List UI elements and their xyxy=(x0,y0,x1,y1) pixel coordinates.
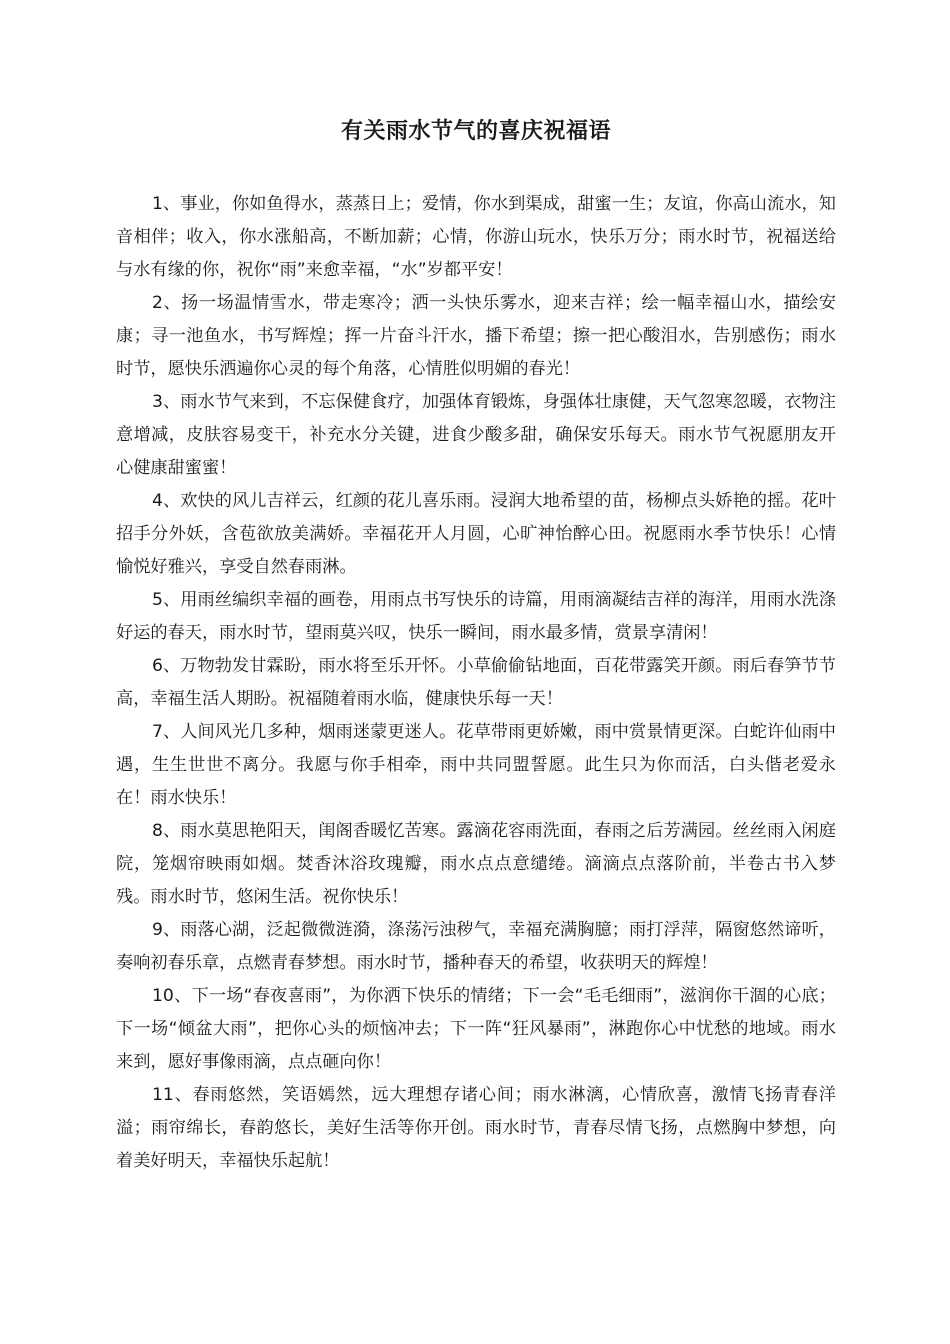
paragraph-8: 8、雨水莫思艳阳天，闺阁香暖忆苦寒。露滴花容雨洗面，春雨之后芳满园。丝丝雨入闲庭院，笼烟帘映雨如烟。焚香沐浴玫瑰瓣，雨水点点意缱绻。滴滴点点落阶前，半卷古书入梦残。雨水时节，悠闲生活。祝你快乐！ xyxy=(116,821,836,907)
paragraph-4: 4、欢快的风儿吉祥云，红颜的花儿喜乐雨。浸润大地希望的苗，杨柳点头娇艳的摇。花叶招手分外妖，含苞欲放美满娇。幸福花开人月圆，心旷神怡醉心田。祝愿雨水季节快乐！心情愉悦好雅兴，享受自然春雨淋。 xyxy=(116,491,836,577)
paragraph-10: 10、下一场“春夜喜雨”，为你洒下快乐的情绪；下一会“毛毛细雨”，滋润你干涸的心底；下一场“倾盆大雨”，把你心头的烦恼冲去；下一阵“狂风暴雨”，淋跑你心中忧愁的地域。雨水来到，愿好事像雨滴，点点砸向你！ xyxy=(116,986,836,1072)
paragraph-5: 5、用雨丝编织幸福的画卷，用雨点书写快乐的诗篇，用雨滴凝结吉祥的海洋，用雨水洗涤好运的春天，雨水时节，望雨莫兴叹，快乐一瞬间，雨水最多情，赏景享清闲！ xyxy=(116,590,836,643)
paragraph-7: 7、人间风光几多种，烟雨迷蒙更迷人。花草带雨更娇嫩，雨中赏景情更深。白蛇许仙雨中遇，生生世世不离分。我愿与你手相牵，雨中共同盟誓愿。此生只为你而活，白头偕老爱永在！雨水快乐！ xyxy=(116,722,836,808)
paragraph-11: 11、春雨悠然，笑语嫣然，远大理想存诸心间；雨水淋漓，心情欣喜，激情飞扬青春洋溢；雨帘绵长，春韵悠长，美好生活等你开创。雨水时节，青春尽情飞扬，点燃胸中梦想，向着美好明天，幸福快乐起航！ xyxy=(116,1085,836,1171)
paragraph-3: 3、雨水节气来到，不忘保健食疗，加强体育锻炼，身强体壮康健，天气忽寒忽暖，衣物注意增减，皮肤容易变干，补充水分关键，进食少酸多甜，确保安乐每天。雨水节气祝愿朋友开心健康甜蜜蜜！ xyxy=(116,392,836,478)
paragraph-1: 1、事业，你如鱼得水，蒸蒸日上；爱情，你水到渠成，甜蜜一生；友谊，你高山流水，知音相伴；收入，你水涨船高，不断加薪；心情，你游山玩水，快乐万分；雨水时节，祝福送给与水有缘的你，祝你“雨”来愈幸福，“水”岁都平安！ xyxy=(116,194,836,280)
document-title: 有关雨水节气的喜庆祝福语 xyxy=(340,119,611,144)
paragraph-2: 2、扬一场温情雪水，带走寒冷；洒一头快乐雾水，迎来吉祥；绘一幅幸福山水，描绘安康；寻一池鱼水，书写辉煌；挥一片奋斗汗水，播下希望；擦一把心酸泪水，告别感伤；雨水时节，愿快乐洒遍你心灵的每个角落，心情胜似明媚的春光！ xyxy=(116,293,836,379)
paragraph-9: 9、雨落心湖，泛起微微涟漪，涤荡污浊秽气，幸福充满胸臆；雨打浮萍，隔窗悠然谛听，奏响初春乐章，点燃青春梦想。雨水时节，播种春天的希望，收获明天的辉煌！ xyxy=(116,920,836,973)
document-page xyxy=(116,112,836,1178)
paragraph-6: 6、万物勃发甘霖盼，雨水将至乐开怀。小草偷偷钻地面，百花带露笑开颜。雨后春笋节节高，幸福生活人期盼。祝福随着雨水临，健康快乐每一天！ xyxy=(116,656,836,709)
